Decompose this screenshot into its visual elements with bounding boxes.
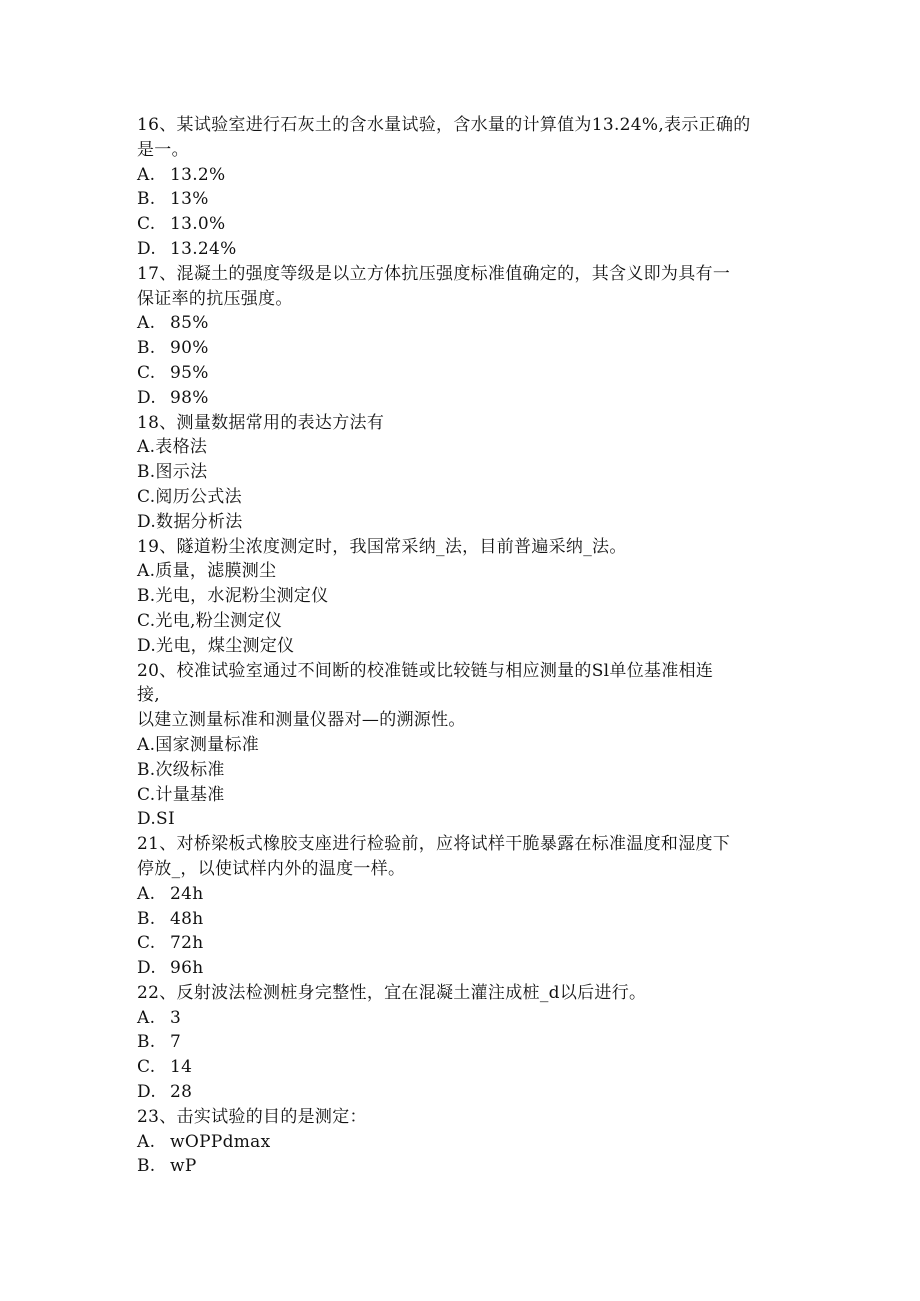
option-letter: D. <box>137 387 157 408</box>
option-letter: C. <box>137 214 156 235</box>
option-letter: A. <box>137 883 156 904</box>
option-text: 24h <box>170 883 204 904</box>
option-letter: B. <box>137 759 156 780</box>
option-letter: C. <box>137 362 156 383</box>
question-text-line: 19、隧道粉尘浓度测定时，我国常采纳_法，目前普遍采纳_法。 <box>137 536 627 557</box>
option-text: 85% <box>170 313 209 334</box>
answer-option <box>137 1055 787 1080</box>
question-block <box>137 262 787 411</box>
answer-option <box>137 807 787 832</box>
question-text-line: 以建立测量标准和测量仪器对—的溯源性。 <box>137 710 466 731</box>
question-block <box>137 535 787 659</box>
option-text: 7 <box>170 1032 182 1053</box>
option-letter: A. <box>137 734 156 755</box>
option-text: 90% <box>170 338 209 359</box>
answer-option <box>137 361 787 386</box>
question-text-line: 21、对桥梁板式橡胶支座进行检验前，应将试样干脆暴露在标准温度和湿度下 <box>137 834 731 855</box>
answer-option <box>137 237 787 262</box>
option-letter: B. <box>137 462 156 483</box>
option-text: 光电,粉尘测定仪 <box>155 610 283 631</box>
answer-option <box>137 1154 787 1179</box>
answer-option <box>137 386 787 411</box>
option-text: 48h <box>170 908 204 929</box>
option-text: 国家测量标准 <box>155 734 260 755</box>
answer-option <box>137 733 787 758</box>
answer-option <box>137 1080 787 1105</box>
option-letter: A. <box>137 437 156 458</box>
option-letter: A. <box>137 313 156 334</box>
option-text: 次级标准 <box>155 759 225 780</box>
answer-option <box>137 931 787 956</box>
question-text-line: 17、混凝土的强度等级是以立方体抗压强度标准值确定的，其含义即为具有一 <box>137 263 731 284</box>
question-text-line: 是一。 <box>137 139 189 160</box>
option-letter: D. <box>137 958 157 979</box>
answer-option <box>137 212 787 237</box>
option-letter: C. <box>137 933 156 954</box>
option-text: 13% <box>170 189 209 210</box>
option-text: 13.0% <box>170 214 226 235</box>
answer-option <box>137 485 787 510</box>
option-letter: B. <box>137 586 156 607</box>
option-text: wOPPdmax <box>170 1131 271 1152</box>
question-text-line: 23、击实试验的目的是测定： <box>137 1106 367 1127</box>
option-text: 表格法 <box>155 437 208 458</box>
option-letter: D. <box>137 238 157 259</box>
option-text: 95% <box>170 362 209 383</box>
document-page <box>137 113 787 1179</box>
answer-option <box>137 783 787 808</box>
question-text-line: 16、某试验室进行石灰土的含水量试验，含水量的计算值为13.24%,表示正确的 <box>137 115 751 135</box>
option-letter: C. <box>137 784 156 805</box>
option-text: 28 <box>170 1082 193 1103</box>
answer-option <box>137 510 787 535</box>
question-text-line: 20、校准试验室通过不间断的校准链或比较链与相应测量的Sl单位基准相连 <box>137 660 714 681</box>
answer-option <box>137 460 787 485</box>
answer-option <box>137 882 787 907</box>
option-text: 阅历公式法 <box>155 486 242 507</box>
option-text: 质量，滤膜测尘 <box>155 561 277 582</box>
question-text-line: 18、测量数据常用的表达方法有 <box>137 412 385 433</box>
answer-option <box>137 1030 787 1055</box>
question-block <box>137 832 787 981</box>
option-letter: A. <box>137 164 156 185</box>
option-text: 13.24% <box>170 238 237 259</box>
option-letter: A. <box>137 1007 156 1028</box>
answer-option <box>137 336 787 361</box>
answer-option <box>137 907 787 932</box>
question-block <box>137 113 787 262</box>
option-letter: B. <box>137 1156 156 1177</box>
answer-option <box>137 758 787 783</box>
option-letter: C. <box>137 486 156 507</box>
answer-option <box>137 634 787 659</box>
option-letter: C. <box>137 1057 156 1078</box>
answer-option <box>137 311 787 336</box>
option-letter: D. <box>137 511 157 532</box>
question-block <box>137 659 787 833</box>
option-text: 光电，水泥粉尘测定仪 <box>155 586 329 607</box>
option-letter: B. <box>137 908 156 929</box>
option-letter: D. <box>137 635 157 656</box>
option-letter: D. <box>137 809 157 830</box>
option-text: 计量基准 <box>155 784 225 805</box>
option-letter: A. <box>137 1131 156 1152</box>
answer-option <box>137 163 787 188</box>
option-text: 13.2% <box>170 164 226 185</box>
option-letter: D. <box>137 1082 157 1103</box>
option-text: 数据分析法 <box>156 511 243 532</box>
answer-option <box>137 559 787 584</box>
answer-option <box>137 1006 787 1031</box>
option-letter: C. <box>137 610 156 631</box>
option-text: 98% <box>170 387 209 408</box>
answer-option <box>137 435 787 460</box>
question-block <box>137 981 787 1105</box>
question-block <box>137 411 787 535</box>
question-block <box>137 1105 787 1179</box>
option-text: 14 <box>170 1057 193 1078</box>
question-text-line: 停放_，以使试样内外的温度一样。 <box>137 858 406 879</box>
answer-option <box>137 956 787 981</box>
question-text-line: 保证率的抗压强度。 <box>137 288 293 309</box>
question-text-line: 接, <box>137 685 161 706</box>
option-letter: B. <box>137 1032 156 1053</box>
option-text: 图示法 <box>155 462 208 483</box>
question-text-line: 22、反射波法检测桩身完整性，宜在混凝土灌注成桩_d以后进行。 <box>137 982 647 1003</box>
option-text: 72h <box>170 933 204 954</box>
option-letter: B. <box>137 338 156 359</box>
option-text: 3 <box>170 1007 182 1028</box>
answer-option <box>137 584 787 609</box>
option-text: wP <box>170 1156 197 1177</box>
option-text: 光电，煤尘测定仪 <box>156 635 295 656</box>
option-text: 96h <box>170 958 204 979</box>
answer-option <box>137 609 787 634</box>
answer-option <box>137 1130 787 1155</box>
option-letter: B. <box>137 189 156 210</box>
answer-option <box>137 187 787 212</box>
option-letter: A. <box>137 561 156 582</box>
option-text: SI <box>156 809 175 830</box>
